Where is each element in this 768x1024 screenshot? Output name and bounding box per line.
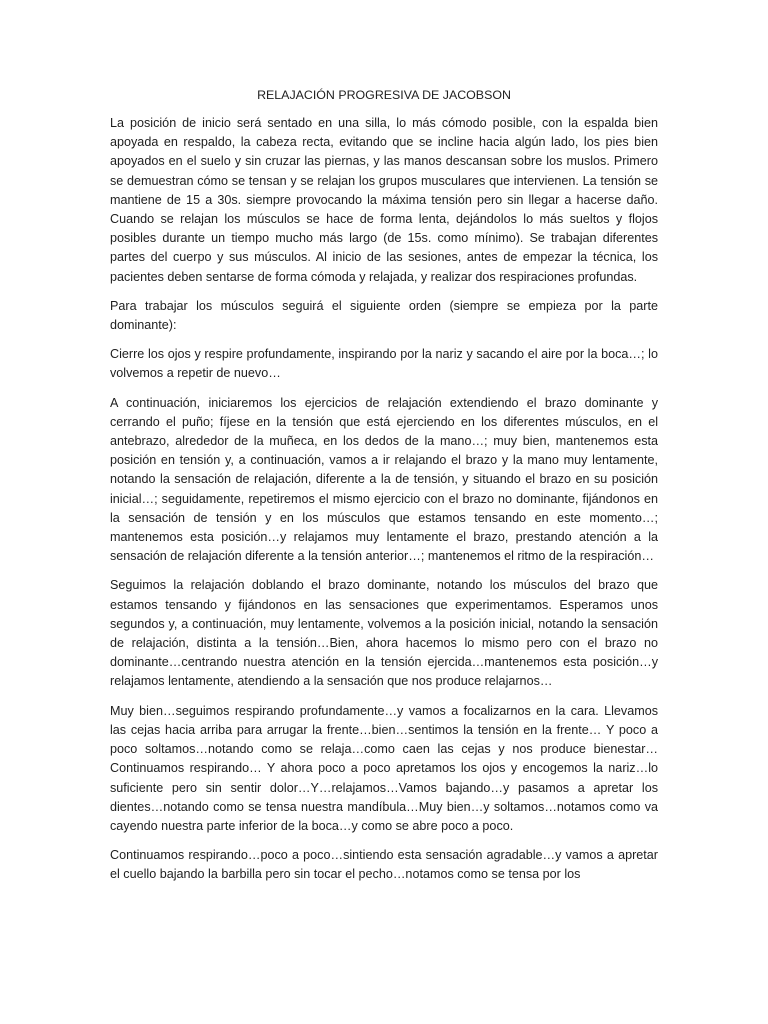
paragraph-order: Para trabajar los músculos seguirá el siguiente orden (siempre se empieza por la parte dominante): [110, 298, 658, 333]
paragraph-neck: Continuamos respirando…poco a poco…sintiendo esta sensación agradable…y vamos a apretar el cuello bajando la barbilla pero sin tocar el pecho…notamos como se tensa por los [110, 848, 658, 882]
paragraph-arm-bend: Seguimos la relajación doblando el brazo dominante, notando los músculos del brazo que estamos tensando y fijándonos en las sensaciones que experimentamos. Esperamos unos segundos y, a continuación, muy lentamente, volvemos a la posición inicial, notando la sensación de relajación, distinta a la tensión…Bien, ahora hacemos lo mismo pero con el brazo no dominante…centrando nuestra atención en la tensión ejercida…mantenemos esta posición…y relajamos lentamente, atendiendo a la sensación que nos produce relajarnos… [110, 578, 658, 689]
document-body [110, 86, 658, 895]
paragraph-face: Muy bien…seguimos respirando profundamente…y vamos a focalizarnos en la cara. Llevamos las cejas hacia arriba para arrugar la frente…bien…sentimos la tensión en la frente… Y poco a poco soltamos…notando como se relaja…como caen las cejas y nos produce bienestar…Continuamos respirando… Y ahora poco a poco apretamos los ojos y encogemos la nariz…lo suficiente pero sin sentir dolor…Y…relajamos…Vamos bajando…y pasamos a apretar los dientes…notando como se tensa nuestra mandíbula…Muy bien…y soltamos…notamos como va cayendo nuestra parte inferior de la boca…y como se abre poco a poco. [110, 703, 658, 833]
document-title: RELAJACIÓN PROGRESIVA DE JACOBSON [257, 88, 511, 102]
paragraph-breathing: Cierre los ojos y respire profundamente, inspirando por la nariz y sacando el aire por la boca…; lo volvemos a repetir de nuevo… [110, 347, 658, 381]
paragraph-intro: La posición de inicio será sentado en una silla, lo más cómodo posible, con la espalda bien apoyada en respaldo, la cabeza recta, evitando que se incline hacia algún lado, los pies bien apoyados en el suelo y sin cruzar las piernas, y las manos descansan sobre los muslos. Primero se demuestran cómo se tensan y se relajan los grupos musculares que intervienen. La tensión se mantiene de 15 a 30s. siempre provocando la máxima tensión pero sin llegar a hacerse daño. Cuando se relajan los músculos se hace de forma lenta, dejándolos lo más sueltos y flojos posibles durante un tiempo mucho más largo (de 15s. como mínimo). Se trabajan diferentes partes del cuerpo y sus músculos. Al inicio de las sesiones, antes de empezar la técnica, los pacientes deben sentarse de forma cómoda y relajada, y realizar dos respiraciones profundas. [110, 116, 658, 284]
paragraph-arm-extension: A continuación, iniciaremos los ejercicios de relajación extendiendo el brazo dominante y cerrando el puño; fíjese en la tensión que está ejerciendo en los diferentes músculos, en el antebrazo, alrededor de la muñeca, en los dedos de la mano…; muy bien, mantenemos esta posición en tensión y, a continuación, vamos a ir relajando el brazo y la mano muy lentamente, notando la sensación de relajación, diferente a la de tensión, y situando el brazo en su posición inicial…; seguidamente, repetiremos el mismo ejercicio con el brazo no dominante, fijándonos en la sensación de tensión y en los músculos que estamos tensando en este momento…; mantenemos esta posición…y relajamos muy lentamente el brazo, prestando atención a la sensación de relajación diferente a la tensión anterior…; mantenemos el ritmo de la respiración… [110, 395, 658, 564]
